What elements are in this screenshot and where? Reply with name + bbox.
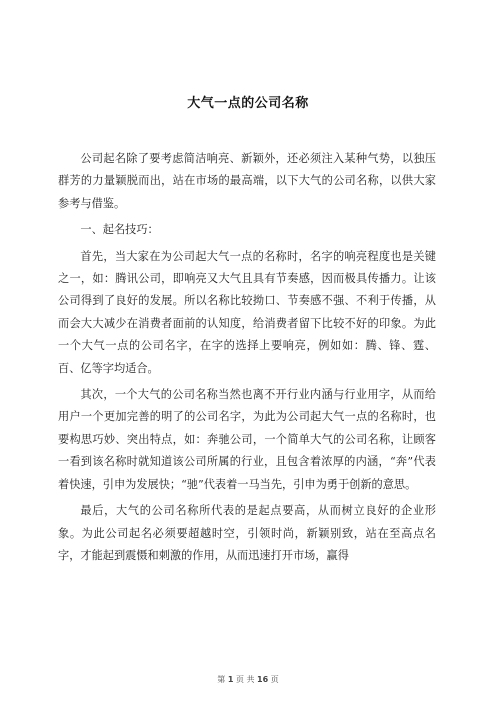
document-title: 大气一点的公司名称 <box>187 96 309 111</box>
page-footer <box>0 674 496 685</box>
footer-prefix: 第 <box>217 675 226 684</box>
body-paragraph: 其次，一个大气的公司名称当然也离不开行业内涵与行业用字，从而给用户一个更加完善的明了的公司名字，为此为公司起大气一点的名称时，也要构思巧妙、突出特点，如：奔驰公司，一个简单大气的公司名称，让顾客一看到该名称时就知道该公司所属的行业，且包含着浓厚的内涵，“奔”代表着快速，引申为发展快；“驰”代表着一马当先，引申为勇于创新的意思。 <box>58 388 436 491</box>
section-heading: 一、起名技巧： <box>80 223 159 237</box>
document-body <box>58 148 436 571</box>
intro-paragraph: 公司起名除了要考虑简洁响亮、新颖外，还必须注入某种气势，以独压群芳的力量颖脱而出，站在市场的最高端，以下大气的公司名称，以供大家参考与借鉴。 <box>58 152 436 210</box>
footer-current-page: 1 <box>227 675 234 684</box>
footer-suffix: 页 <box>270 675 279 684</box>
footer-total-pages: 16 <box>257 675 269 684</box>
body-paragraph: 最后，大气的公司名称所代表的是起点要高，从而树立良好的企业形象。为此公司起名必须要超越时空，引领时尚，新颖别致，站在至高点名字，才能起到震慑和刺激的作用，从而迅速打开市场，赢得 <box>58 504 436 562</box>
footer-middle: 页 共 <box>235 675 255 684</box>
body-paragraph: 首先，当大家在为公司起大气一点的名称时，名字的响亮程度也是关键之一，如：腾讯公司，即响亮又大气且具有节奏感，因而极具传播力。让该公司得到了良好的发展。所以名称比较拗口、节奏感不强、不利于传播，从而会大大减少在消费者面前的认知度，给消费者留下比较不好的印象。为此一个大气一点的公司名字，在字的选择上要响亮，例如如：腾、锋、霆、百、亿等字均适合。 <box>58 249 436 375</box>
